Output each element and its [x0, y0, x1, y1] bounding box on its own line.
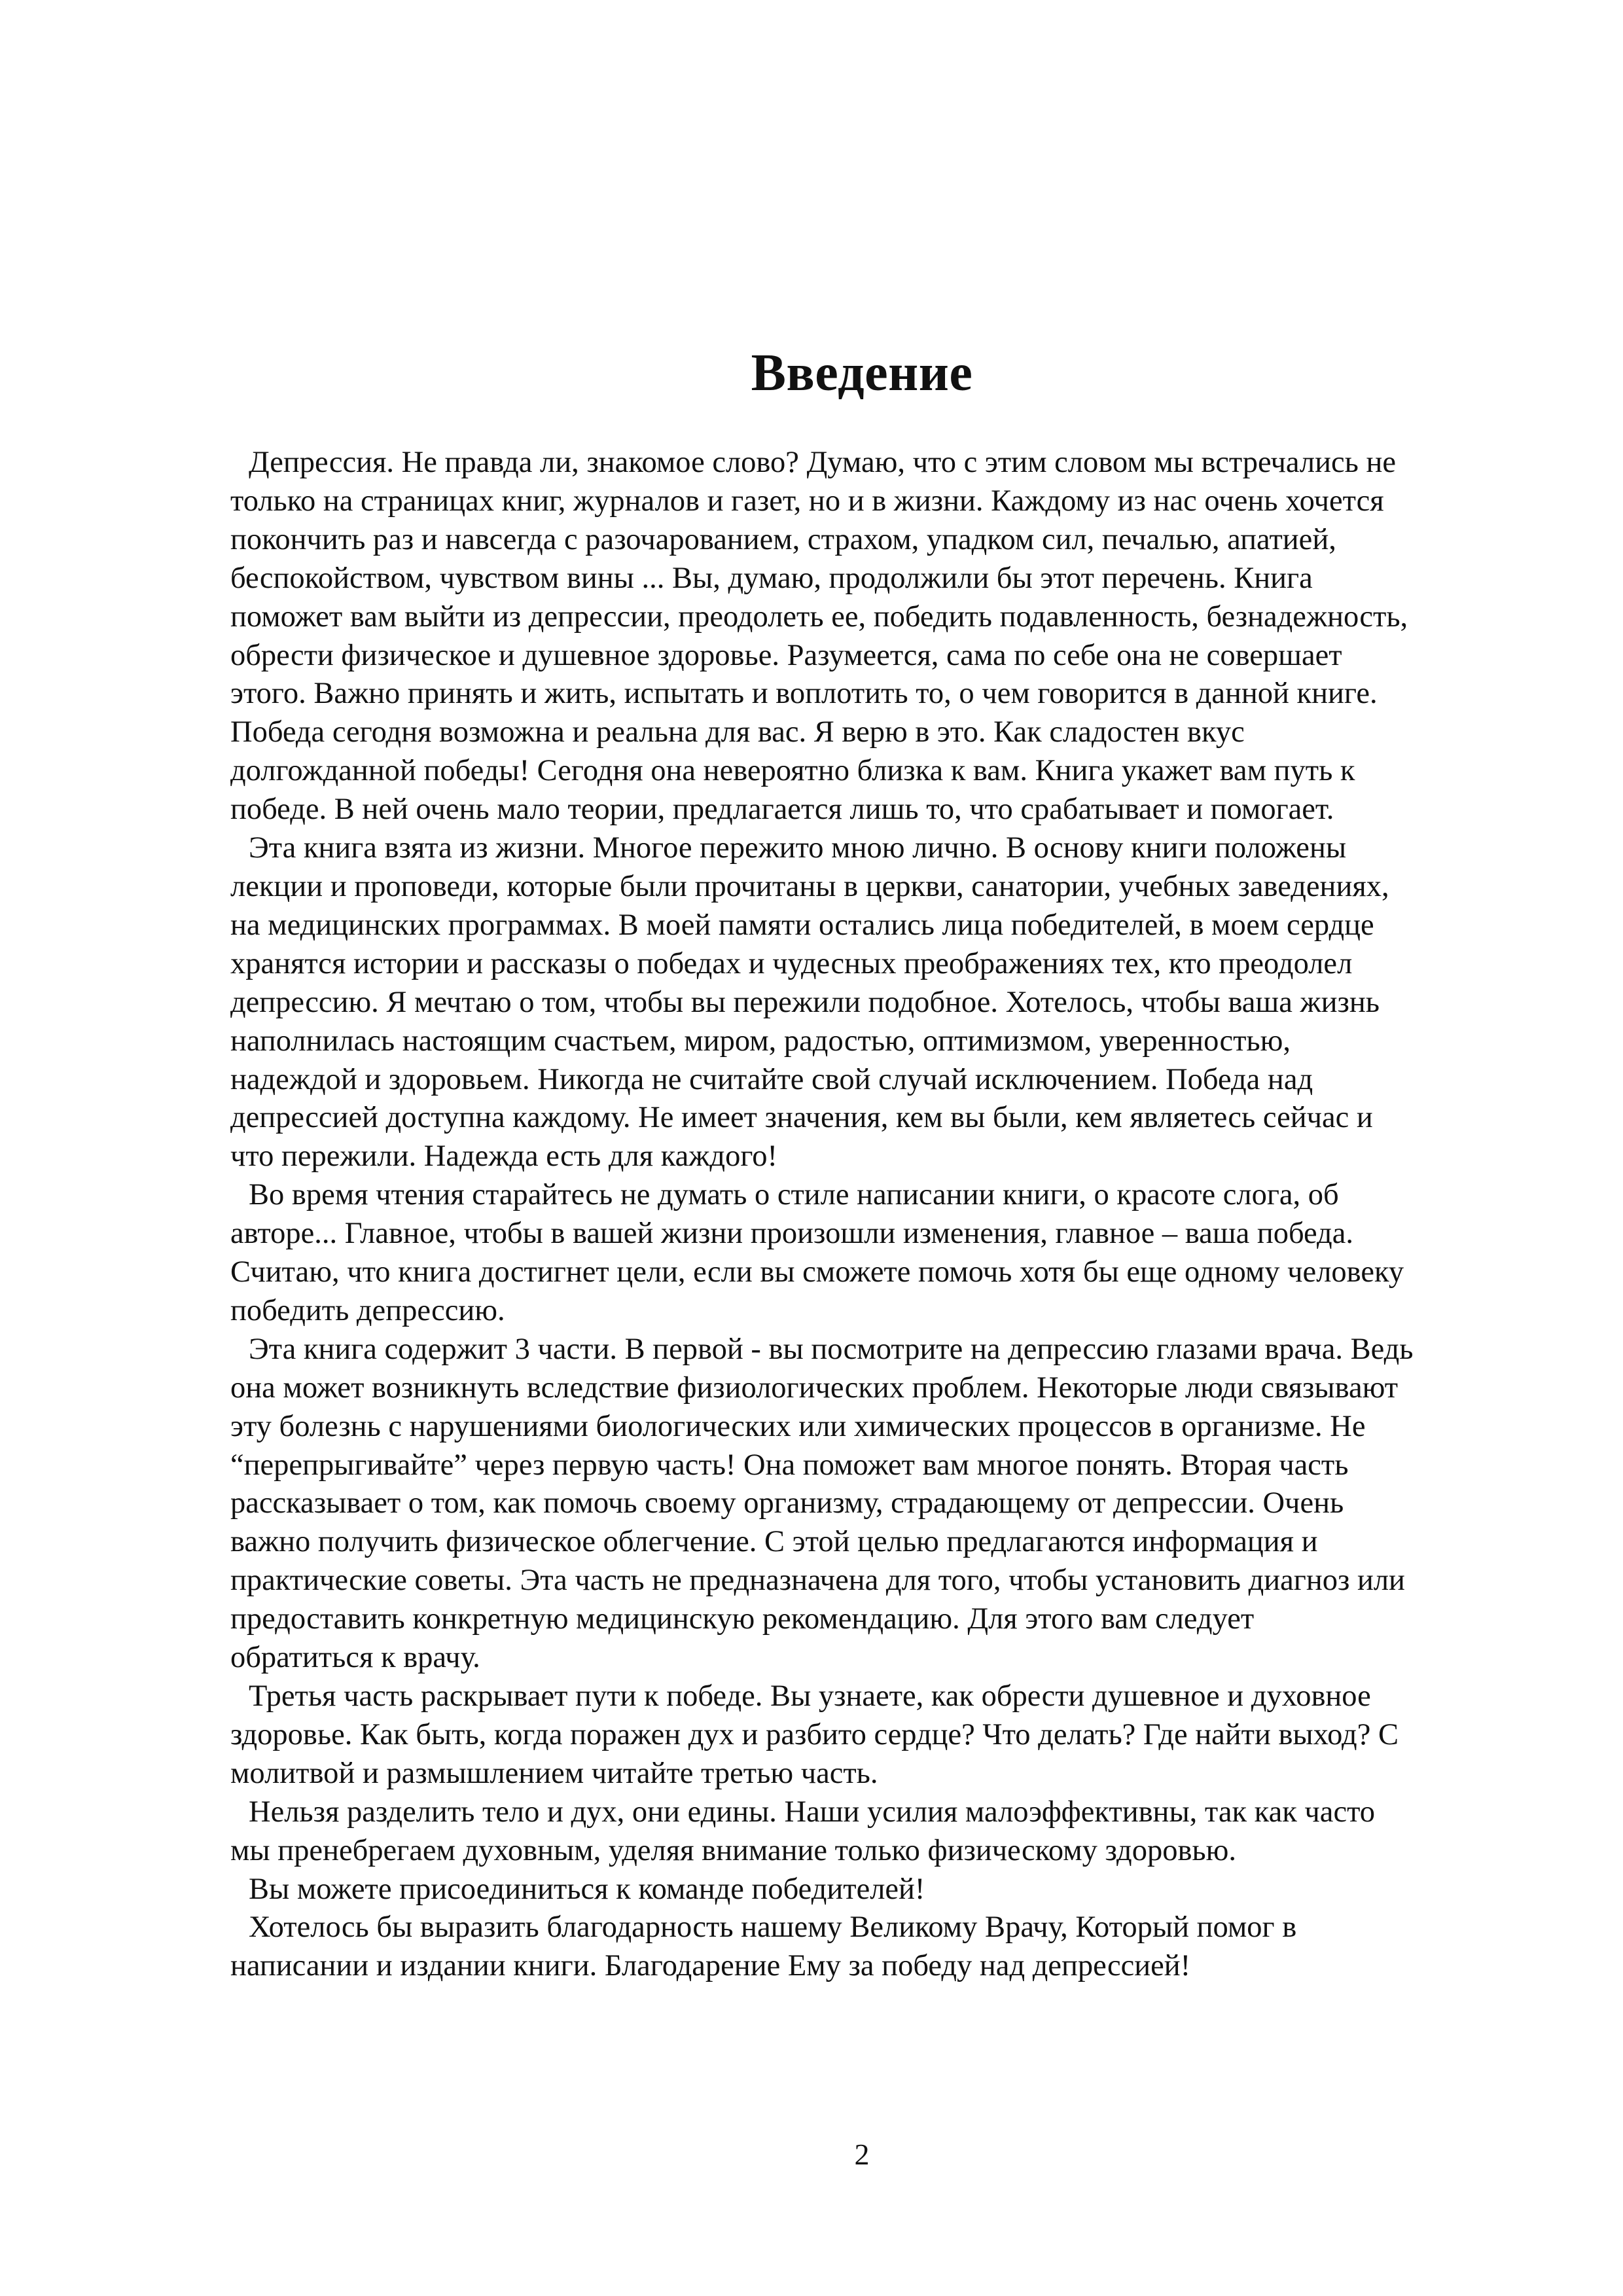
paragraph-5: Третья часть раскрывает пути к победе. Вы узнаете, как обрести душевное и духовное здоровье. Как быть, когда поражен дух и разбито сердце? Что делать? Где найти выход? С молитвой и размышлением читайте третью часть. [230, 1679, 1399, 1790]
page-number: 2 [854, 2138, 870, 2171]
paragraph-4: Эта книга содержит 3 части. В первой - вы посмотрите на депрессию глазами врача. Ведь она может возникнуть вследствие физиологических проблем. Некоторые люди связывают эту болезнь с нарушениями биологических или химических процессов в организме. Не “перепрыгивайте” через первую часть! Она поможет вам многое понять. Вторая часть рассказывает о том, как помочь своему организму, страдающему от депрессии. Очень важно получить физическое облегчение. С этой целью предлагаются информация и практические советы. Эта часть не предназначена для того, чтобы установить диагноз или предоставить конкретную медицинскую рекомендацию. Для этого вам следует обратиться к врачу. [230, 1332, 1414, 1675]
paragraph-6: Нельзя разделить тело и дух, они едины. Наши усилия малоэффективны, так как часто мы пренебрегаем духовным, уделяя внимание только физическому здоровью. [230, 1795, 1376, 1867]
paragraph-8: Хотелось бы выразить благодарность нашему Великому Врачу, Который помог в написании и издании книги. Благодарение Ему за победу над депрессией! [230, 1910, 1297, 1983]
paragraph-2: Эта книга взята из жизни. Многое пережито мною лично. В основу книги положены лекции и проповеди, которые были прочитаны в церкви, санатории, учебных заведениях, на медицинских программах. В моей памяти остались лица победителей, в моем сердце хранятся истории и рассказы о победах и чудесных преображениях тех, кто преодолел депрессию. Я мечтаю о том, чтобы вы пережили подобное. Хотелось, чтобы ваша жизнь наполнилась настоящим счастьем, миром, радостью, оптимизмом, уверенностью, надеждой и здоровьем. Никогда не считайте свой случай исключением. Победа над депрессией доступна каждому. Не имеет значения, кем вы были, кем являетесь сейчас и что пережили. Надежда есть для каждого! [230, 831, 1389, 1174]
paragraph-7: Вы можете присоединиться к команде победителей! [249, 1872, 925, 1906]
body-text [230, 444, 1507, 1986]
paragraph-1: Депрессия. Не правда ли, знакомое слово? Думаю, что с этим словом мы встречались не только на страницах книг, журналов и газет, но и в жизни. Каждому из нас очень хочется покончить раз и навсегда с разочарованием, страхом, упадком сил, печалью, апатией, беспокойством, чувством вины ... Вы, думаю, продолжили бы этот перечень. Книга поможет вам выйти из депрессии, преодолеть ее, победить подавленность, безнадежность, обрести физическое и душевное здоровье. Разумеется, сама по себе она не совершает этого. Важно принять и жить, испытать и воплотить то, о чем говорится в данной книге. Победа сегодня возможна и реальна для вас. Я верю в это. Как сладостен вкус долгожданной победы! Сегодня она невероятно близка к вам. Книга укажет вам путь к победе. В ней очень мало теории, предлагается лишь то, что срабатывает и помогает. [230, 446, 1408, 827]
page-title: Введение [751, 344, 973, 402]
paragraph-3: Во время чтения старайтесь не думать о стиле написании книги, о красоте слога, об авторе... Главное, чтобы в вашей жизни произошли изменения, главное – ваша победа. Считаю, что книга достигнет цели, если вы сможете помочь хотя бы еще одному человеку победить депрессию. [230, 1178, 1404, 1327]
